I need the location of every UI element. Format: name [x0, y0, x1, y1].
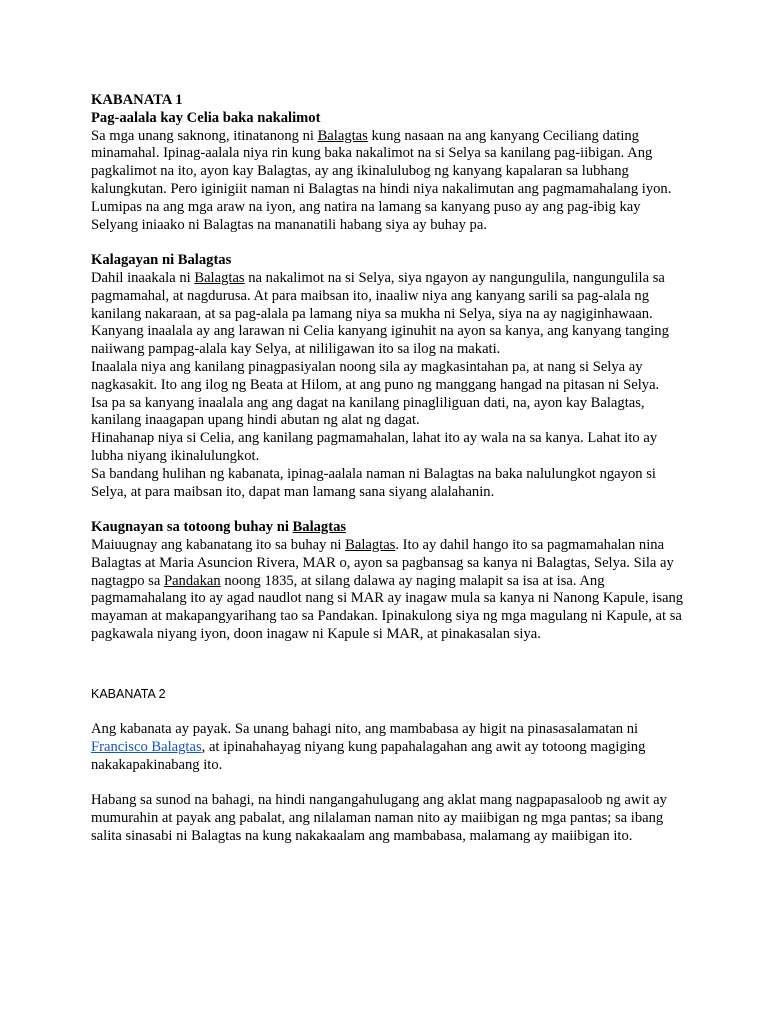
chapter-2-paragraph-2: Habang sa sunod na bahagi, na hindi nangangahulugang ang aklat mang nagpapasaloob ng awit ay mumurahin at payak ang pabalat, ang nilalaman naman nito ay maiibigan ng mga pantas; sa ibang salita sinasabi ni Balagtas na kung nakakaalam ang mambabasa, malamang ay maiibigan ito.	[91, 792, 667, 844]
chapter-2-title: KABANATA 2	[91, 686, 166, 701]
chapter-2-paragraph-1	[91, 721, 691, 774]
francisco-balagtas-link[interactable]: Francisco Balagtas	[91, 738, 202, 755]
kalagayan-paragraph-6: Sa bandang hulihan ng kabanata, ipinag-aalala naman ni Balagtas na baka nalulungkot ngayon si Selya, at para maibsan ito, dapat man lamang sana siyang alalahanin.	[91, 465, 656, 500]
section-kalagayan-title: Kalagayan ni Balagtas	[91, 252, 232, 269]
text-run: . Ito ay dahil hango ito sa pagmamahalan nina Balagtas at Maria Asuncion Rivera, MAR o, ayon sa pagbansag sa kanya ni Balagtas, Selya. Sila ay nagtagpo sa	[91, 536, 674, 589]
chapter-1-title: KABANATA 1	[91, 92, 183, 108]
text-run: Ang kabanata ay payak. Sa unang bahagi nito, ang mambabasa ay higit na pinasasalamatan ni	[91, 721, 639, 738]
balagtas-link[interactable]: Balagtas	[292, 519, 347, 536]
document-page	[91, 92, 691, 846]
kaugnayan-paragraph-1	[91, 537, 691, 644]
text-run: Sa mga unang saknong, itinatanong ni	[91, 127, 318, 144]
pandakan-link[interactable]: Pandakan	[163, 572, 221, 589]
text-run: Kaugnayan sa totoong buhay ni	[91, 519, 293, 536]
section-kaugnayan-title	[91, 519, 691, 537]
kalagayan-paragraph-5: Hinahanap niya si Celia, ang kanilang pagmamahalan, lahat ito ay wala na sa kanya. Lahat ito ay lubha niyang ikinalulungkot.	[91, 430, 658, 464]
spacer	[91, 662, 691, 686]
spacer	[91, 703, 691, 721]
spacer	[91, 644, 691, 662]
spacer	[91, 774, 691, 792]
text-run: , at ipinahahayag niyang kung papahalagahan ang awit ay totoong magiging nakakapakinabang ito.	[91, 738, 646, 773]
chapter-1-subtitle: Pag-aalala kay Celia baka nakalimot	[91, 109, 321, 126]
text-run: noong 1835, at silang dalawa ay naging malapit sa isa at isa. Ang pagmamahalang ito ay agad naudlot nang si MAR ay inagaw mula sa kanya ni Nanong Kapule, isang mayaman at makapangyarihang tao sa Pandakan. Ipinakulong siya ng mga magulang ni Kapule, at sa pagkawala niyang iyon, doon inagaw ni Kapule si MAR, at pinakasalan siya.	[91, 572, 684, 642]
spacer	[91, 234, 691, 252]
text-run: Dahil inaakala ni	[91, 269, 195, 286]
kalagayan-paragraph-2: Kanyang inaalala ay ang larawan ni Celia kanyang iginuhit na ayon sa kanya, ang kanyang tanging naiiwang pampag-alala kay Selya, at nililigawan ito sa ilog na makati.	[91, 323, 669, 358]
text-run: kung nasaan na ang kanyang Ceciliang dating minamahal. Ipinag-aalala niya rin kung baka nakalimot na si Selya sa kanilang pag-iibigan. Ang pagkalimot na ito, ayon kay Balagtas, ay ang ikinalulubog ng kanyang kapalaran sa lubhang kalungkutan. Pero iginigiit naman ni Balagtas na hindi niya nakalimutan ang pagmamahalang iyon.	[91, 127, 672, 197]
spacer	[91, 501, 691, 519]
text-run: Maiuugnay ang kabanatang ito sa buhay ni	[91, 536, 346, 553]
kalagayan-paragraph-1	[91, 270, 691, 323]
text-run: na nakalimot na si Selya, siya ngayon ay nangungulila, nangungulila sa pagmamahal, at nagdurusa. At para maibsan ito, inaaliw niya ang kanyang sarili sa pag-alala ng kanilang nakaraan, at sa pag-alala pa lamang niya sa mukha ni Selya, siya na ay nagiginhawaan.	[91, 269, 665, 322]
balagtas-link[interactable]: Balagtas	[194, 269, 245, 286]
balagtas-link[interactable]: Balagtas	[345, 536, 396, 553]
kalagayan-paragraph-4: Isa pa sa kanyang inaalala ang ang dagat na kanilang pinagliliguan dati, na, ayon kay Balagtas, kanilang inaagapan upang hindi abutan ng alat ng dagat.	[91, 394, 645, 429]
chapter-1-paragraph-2: Lumipas na ang mga araw na iyon, ang natira na lamang sa kanyang puso ay ang pag-ibig kay Selyang iniaako ni Balagtas na mananatili habang siya ay buhay pa.	[91, 198, 641, 233]
balagtas-link[interactable]: Balagtas	[317, 127, 368, 144]
kalagayan-paragraph-3: Inaalala niya ang kanilang pinagpasiyalan noong sila ay magkasintahan pa, at nang si Selya ay nagkasakit. Ito ang ilog ng Beata at Hilom, at ang puno ng manggang hangad na pitasan ni Selya.	[91, 358, 660, 393]
chapter-1-paragraph-1	[91, 128, 691, 199]
